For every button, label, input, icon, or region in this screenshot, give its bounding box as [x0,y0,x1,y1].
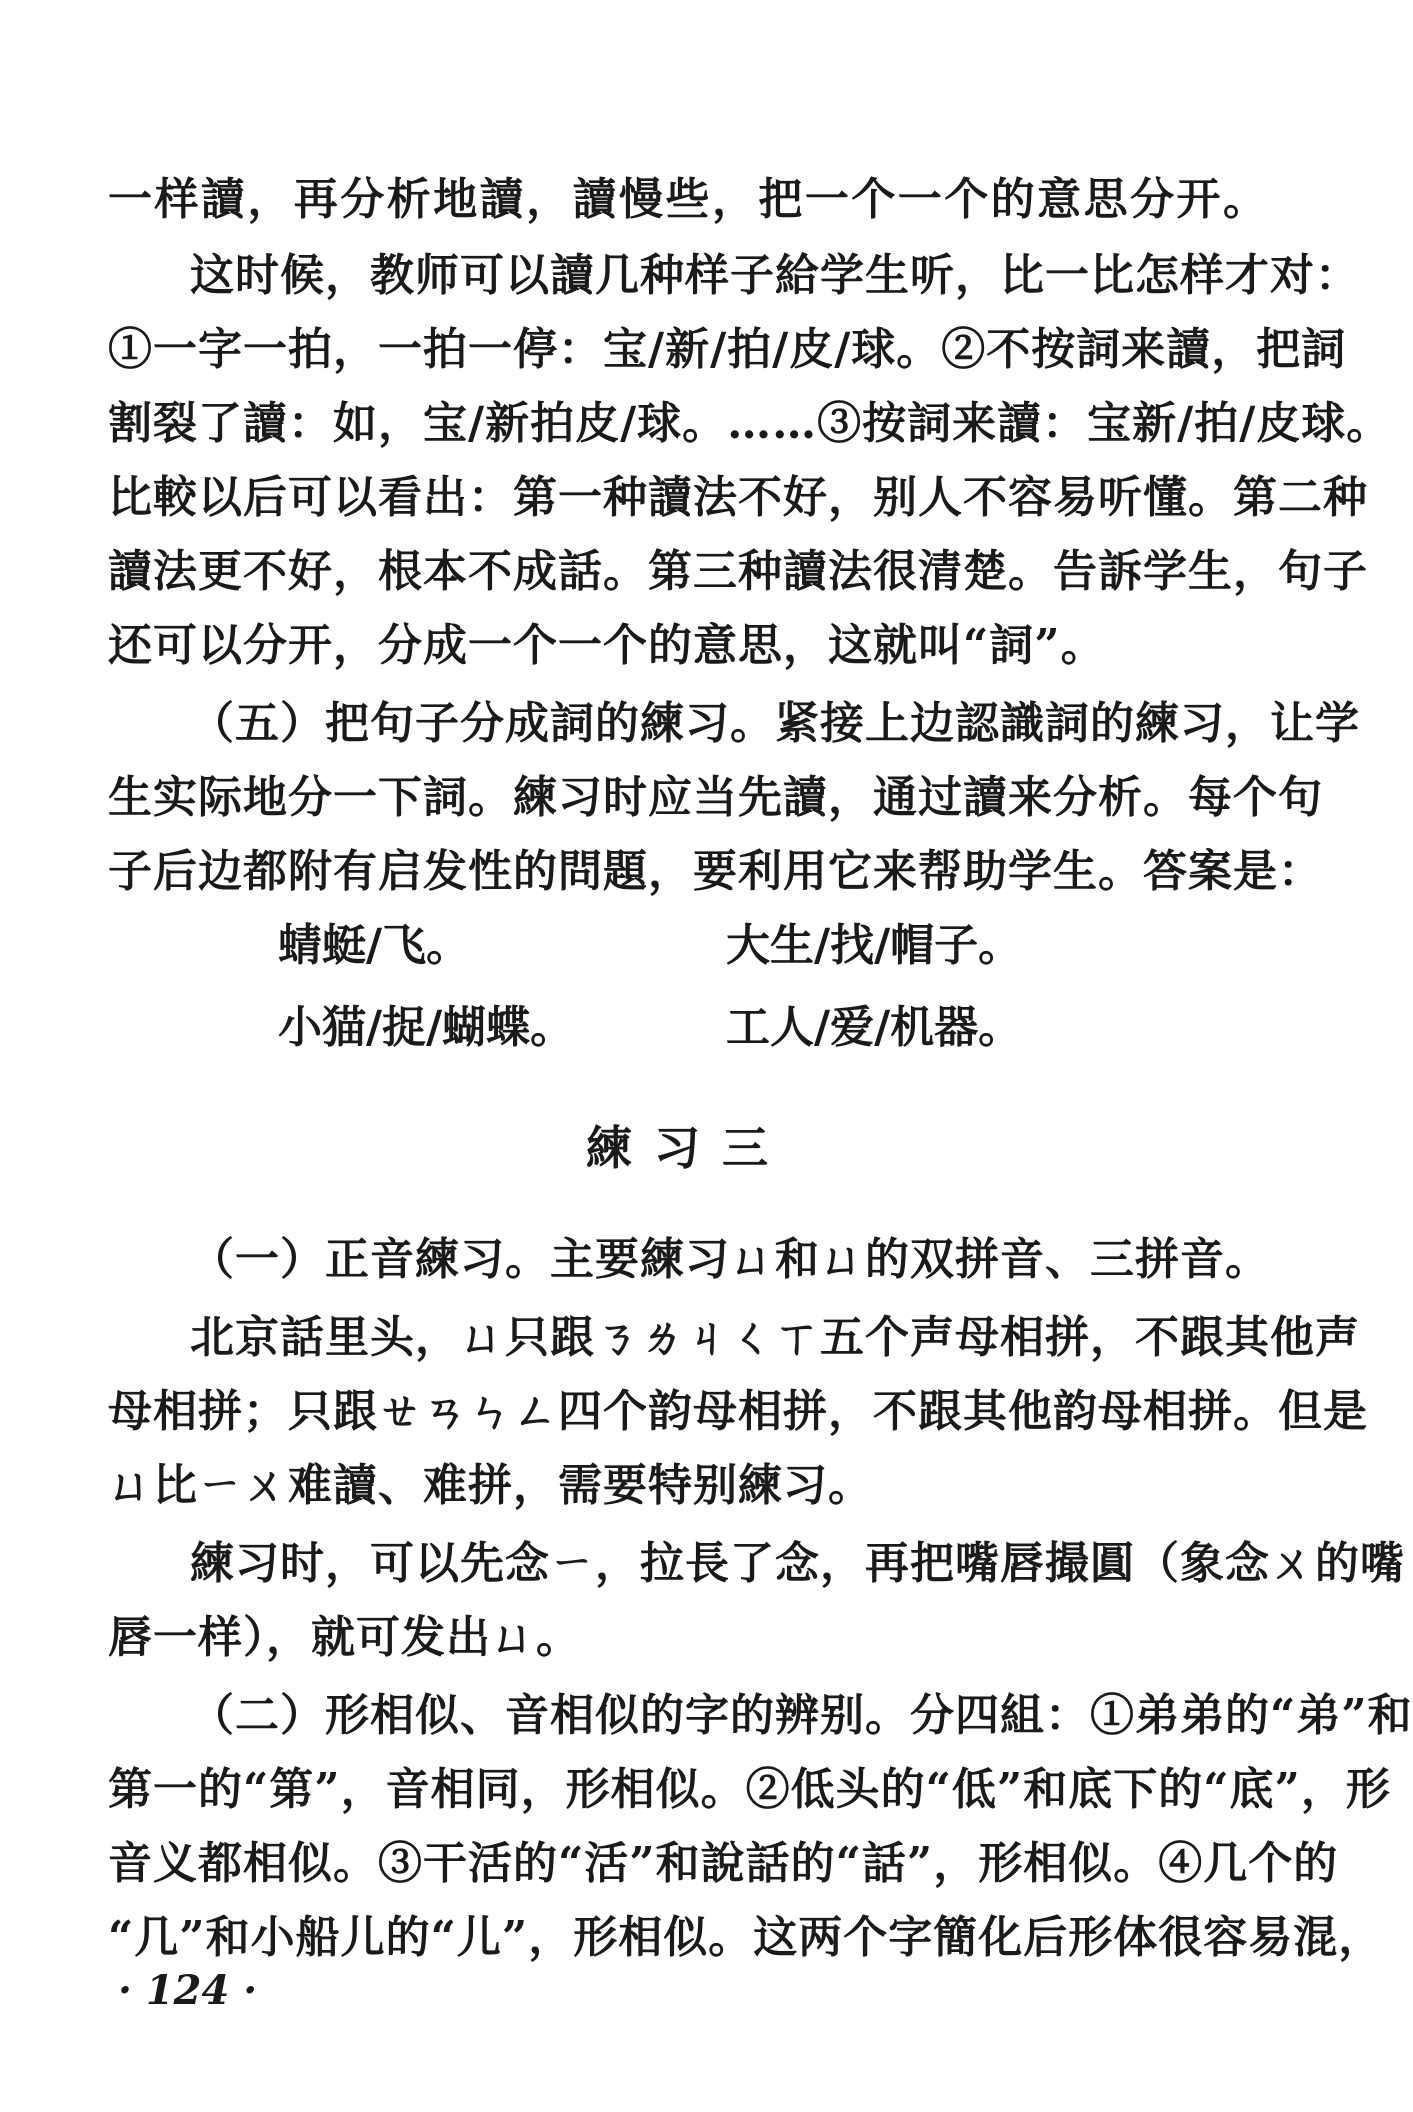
text-line: 子后边都附有启发性的問題，要利用它来帮助学生。答案是： [108,846,1323,897]
text-line: 比較以后可以看出：第一种讀法不好，别人不容易听懂。第二种 [108,472,1368,523]
text-line: 母相拼；只跟ㄝㄢㄣㄥ四个韵母相拼，不跟其他韵母相拼。但是 [108,1386,1368,1437]
text-line: 唇一样），就可发出ㄩ。 [108,1612,581,1663]
text-line: ㄩ比ㄧㄨ难讀、难拼，需要特别練习。 [108,1460,873,1511]
answer-item: 蜻蜓/飞。 [278,920,471,971]
text-line: ①一字一拍，一拍一停：宝/新/拍/皮/球。②不按詞来讀，把詞 [108,324,1347,375]
text-line: 第一的“第”，音相同，形相似。②低头的“低”和底下的“底”，形 [108,1764,1391,1815]
text-line: 割裂了讀：如，宝/新拍皮/球。……③按詞来讀：宝新/拍/皮球。 [108,398,1392,449]
page-number: · 124 · [118,1967,258,2014]
text-line: （二）形相似、音相似的字的辨别。分四組：①弟弟的“弟”和 [190,1690,1413,1741]
text-line: 一样讀，再分析地讀，讀慢些，把一个一个的意思分开。 [108,174,1268,225]
answer-item: 工人/爱/机器。 [726,1002,1023,1053]
text-line: “几”和小船儿的“儿”，形相似。这两个字簡化后形体很容易混， [108,1912,1384,1963]
text-line: 还可以分开，分成一个一个的意思，这就叫“詞”。 [108,620,1106,671]
answer-item: 大生/找/帽子。 [726,920,1023,971]
text-line: （五）把句子分成詞的練习。紧接上边認識詞的練习，让学 [190,698,1360,749]
text-line: 北京話里头，ㄩ只跟ㄋㄌㄐㄑㄒ五个声母相拼，不跟其他声 [190,1312,1360,1363]
text-line: 这时候，教师可以讀几种样子給学生听，比一比怎样才对： [190,250,1360,301]
text-line: 生实际地分一下詞。練习时应当先讀，通过讀来分析。每个句 [108,772,1323,823]
text-line: 練习时，可以先念ㄧ，拉長了念，再把嘴唇撮圓（象念ㄨ的嘴 [190,1538,1405,1589]
section-heading: 練习三 [586,1121,790,1175]
text-line: 音义都相似。③干活的“活”和說話的“話”，形相似。④几个的 [108,1838,1339,1889]
text-line: （一）正音練习。主要練习ㄩ和ㄩ的双拼音、三拼音。 [190,1234,1270,1285]
answer-item: 小猫/捉/蝴蝶。 [278,1002,575,1053]
text-line: 讀法更不好，根本不成話。第三种讀法很清楚。告訴学生，句子 [108,546,1368,597]
